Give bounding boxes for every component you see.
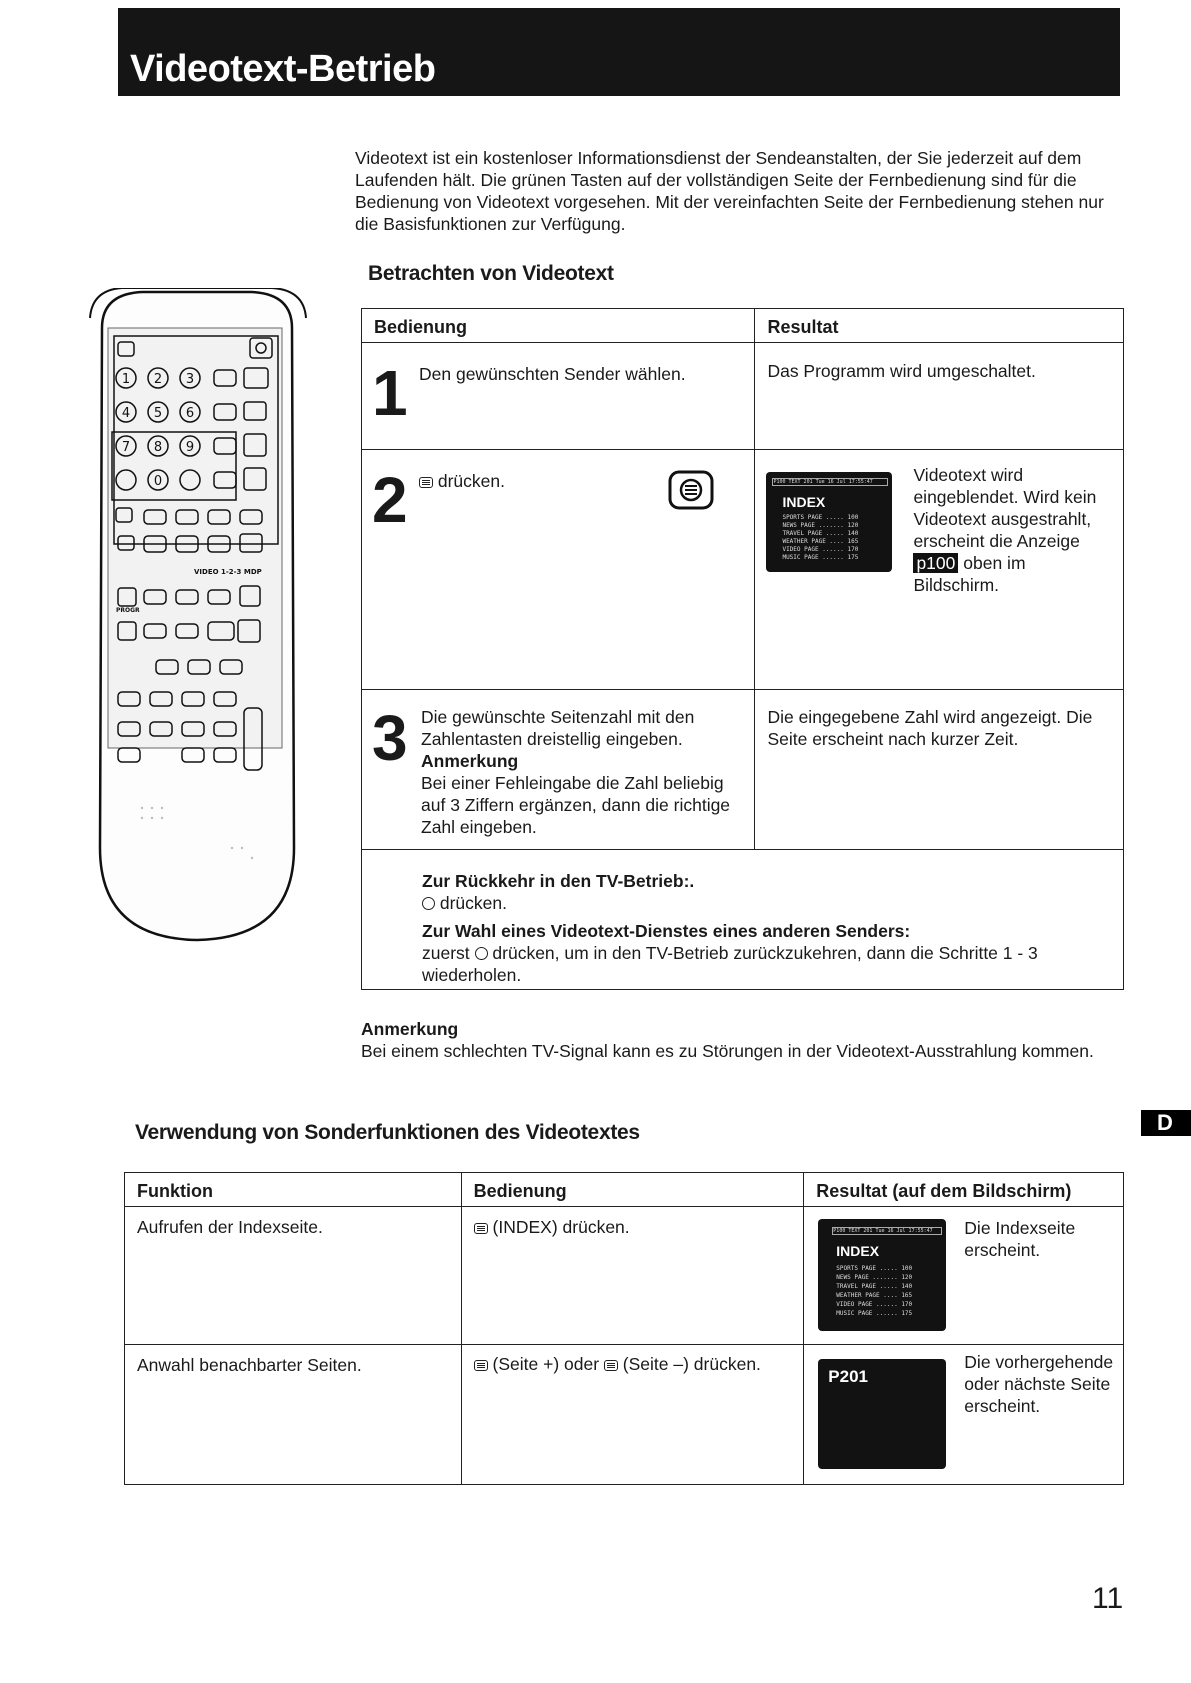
teletext-button-icon xyxy=(668,470,714,510)
col-header-funktion: Funktion xyxy=(125,1173,462,1207)
return-text: drücken. xyxy=(439,893,507,913)
note-block xyxy=(361,1018,1121,1062)
other-text: drücken, um in den TV-Betrieb zurückzukehren, dann die Schritte 1 - 3 wiederholen. xyxy=(422,943,1038,985)
step-action: drücken. xyxy=(437,471,505,491)
step-number: 3 xyxy=(372,702,408,774)
video-label: VIDEO 1-2-3 MDP xyxy=(194,568,262,576)
bedienung-cell: (INDEX) drücken. xyxy=(492,1217,630,1237)
index-label: INDEX xyxy=(782,494,826,510)
digit-4: 4 xyxy=(121,406,131,421)
step-number: 1 xyxy=(372,357,408,429)
page-title: Videotext-Betrieb xyxy=(130,48,436,90)
note-title: Anmerkung xyxy=(361,1019,459,1039)
table-row xyxy=(362,690,1124,850)
resultat-cell: Die vorhergehende oder nächste Seite erscheint. xyxy=(964,1352,1114,1416)
p100-badge: p100 xyxy=(913,553,958,573)
step-result: Die eingegebene Zahl wird angezeigt. Die Seite erscheint nach kurzer Zeit. xyxy=(767,707,1093,749)
col-header-resultat: Resultat (auf dem Bildschirm) xyxy=(804,1173,1124,1207)
p201-label: P201 xyxy=(828,1367,868,1386)
tv-p201-screen xyxy=(818,1359,946,1469)
table-sonderfunktionen xyxy=(124,1172,1124,1485)
funktion-cell: Anwahl benachbarter Seiten. xyxy=(137,1355,362,1375)
digit-7: 7 xyxy=(121,440,131,455)
page-up-icon xyxy=(474,1360,488,1371)
step-result: Das Programm wird umgeschaltet. xyxy=(767,361,1036,381)
col-header-resultat: Resultat xyxy=(755,309,1124,343)
note-text: Bei einem schlechten TV-Signal kann es zu Störungen in der Videotext-Ausstrahlung kommen. xyxy=(361,1041,1094,1061)
index-label: INDEX xyxy=(836,1243,880,1259)
tv-index-screen: P100 TEXT 201 Tue 16 Jul 17:55:47 INDEX SPORTS PAGE ..... 100 NEWS PAGE ....... 120 TRAVEL PAGE ..... 140 WEATHER PAGE .... 165 VIDEO PAGE ...... 170 MUSIC PAGE ...... 175 xyxy=(766,472,892,572)
page-down-icon xyxy=(604,1360,618,1371)
index-icon xyxy=(474,1223,488,1234)
table-row: 2 drücken. P100 TEXT 201 Tue 16 Jul 17:55:47 INDEX SPORTS PAGE ..... 100 NEWS PAGE ....... 120 TRAVEL PAGE ..... 140 WEATHER PAGE .... 165 VIDEO PAGE ...... 170 MUSIC PAGE ...... 175 Videotext wird eingeblendet. Wird kein Videotext ausgestrahlt, erscheint die Anzeige p100 oben im Bildschirm. xyxy=(362,450,1124,690)
digit-5: 5 xyxy=(153,406,163,421)
table-row xyxy=(362,343,1124,450)
step-number: 2 xyxy=(372,464,408,536)
language-tab: D xyxy=(1141,1110,1191,1136)
return-title: Zur Rückkehr in den TV-Betrieb:. xyxy=(422,871,695,891)
section-heading-betrachten: Betrachten von Videotext xyxy=(368,262,614,285)
step-action: Die gewünschte Seitenzahl mit den Zahlentasten dreistellig eingeben. xyxy=(421,707,695,749)
step-note: Bei einer Fehleingabe die Zahl beliebig auf 3 Ziffern ergänzen, dann die richtige Zahl eingeben. xyxy=(421,773,731,837)
title-bar xyxy=(118,8,1120,96)
section-heading-sonderfunktionen: Verwendung von Sonderfunktionen des Videotextes xyxy=(135,1121,640,1144)
col-header-bedienung: Bedienung xyxy=(461,1173,804,1207)
step-action: Den gewünschten Sender wählen. xyxy=(419,364,686,384)
other-title: Zur Wahl eines Videotext-Dienstes eines anderen Senders: xyxy=(422,921,911,941)
step-note-title: Anmerkung xyxy=(421,751,519,771)
table-betrachten: Bedienung Resultat 1 Den gewünschten Sender wählen. Das Programm wird umgeschaltet. 2 drücken. P100 TEXT 201 Tue 16 Jul 17:55:47 INDEX SPORTS PAGE ..... 100 NEWS PAGE ....... 120 TRAVEL PAGE ..... 140 WEATHER PAGE .... 165 VIDEO PAGE ...... 170 MUSIC PAGE ...... 175 Videotext wird eingeblendet. Wird kein Videotext ausgestrahlt, erscheint die Anzeige p100 oben im Bildschirm. 3 Die gewünschte Seitenzahl mit den Zahlentasten dreistellig eingeben. Anmerkung Bei einer Fehleingabe die Zahl beliebig auf 3 Ziffern ergänzen, dann die richtige Zahl eingeben. Die eingegebene Zahl wird angezeigt. Die Seite erscheint nach kurzer Zeit. Zur Rückkehr in den TV-Betrieb:. drücken. Zur Wahl eines Videotext-Dienstes eines anderen Senders: zuerst drücken, um in den TV-Betrieb zurückzukehren, dann die Schritte 1 - 3 wiederholen. xyxy=(361,308,1124,990)
teletext-icon xyxy=(419,477,433,488)
digit-3: 3 xyxy=(185,372,195,387)
digit-0: 0 xyxy=(153,474,163,489)
tv-index-screen: P100 TEXT 201 Tue 16 Jul 17:55:47 INDEX SPORTS PAGE ..... 100 NEWS PAGE ....... 120 TRAVEL PAGE ..... 140 WEATHER PAGE .... 165 VIDEO PAGE ...... 170 MUSIC PAGE ...... 175 xyxy=(818,1219,946,1331)
digit-2: 2 xyxy=(153,372,163,387)
col-header-bedienung: Bedienung xyxy=(362,309,755,343)
table-row xyxy=(125,1207,1124,1345)
tv-button-icon xyxy=(422,897,435,910)
digit-9: 9 xyxy=(185,440,195,455)
funktion-cell: Aufrufen der Indexseite. xyxy=(137,1217,323,1237)
progr-label: PROGR xyxy=(116,607,140,614)
page-number: 11 xyxy=(1092,1582,1124,1615)
table-row: Anwahl benachbarter Seiten. (Seite +) oder (Seite –) drücken. P201 Die vorhergehende oder nächste Seite erscheint. xyxy=(125,1345,1124,1485)
step-result: Videotext wird eingeblendet. Wird kein Videotext ausgestrahlt, erscheint die Anzeige xyxy=(913,465,1097,551)
digit-1: 1 xyxy=(121,372,131,387)
intro-text: Videotext ist ein kostenloser Informationsdienst der Sendeanstalten, der Sie jederzeit auf dem Laufenden hält. Die grünen Tasten auf der vollständigen Seite der Fernbedienung sind für die Bedienung von Videotext vorgesehen. Mit der vereinfachten Seite der Fernbedienung stehen nur die Basisfunktionen zur Verfügung. xyxy=(355,148,1104,234)
remote-control-illustration xyxy=(82,288,312,948)
resultat-cell: Die Indexseite erscheint. xyxy=(964,1218,1076,1260)
digit-6: 6 xyxy=(185,406,195,421)
digit-8: 8 xyxy=(153,440,163,455)
tv-button-icon xyxy=(475,947,488,960)
